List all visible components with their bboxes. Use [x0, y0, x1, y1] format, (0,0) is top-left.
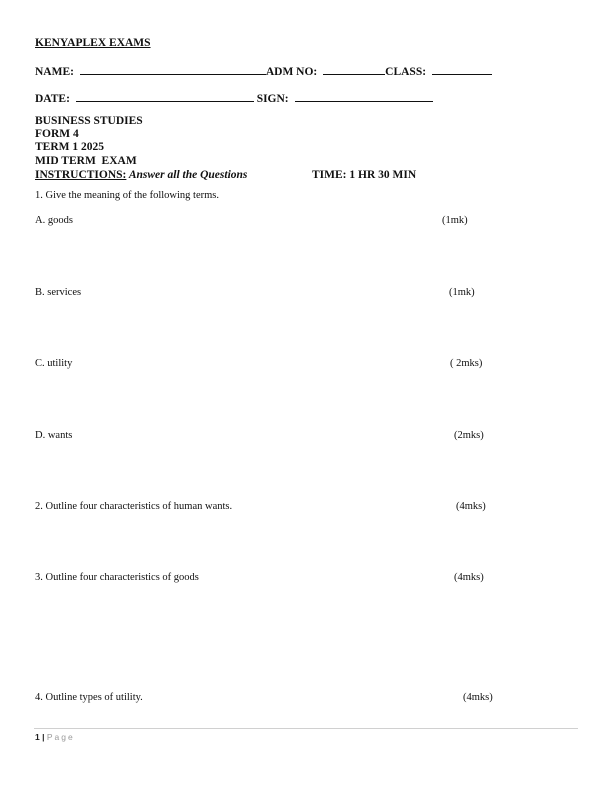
- question-3-marks: (4mks): [454, 572, 484, 583]
- adm-no-label: ADM NO:: [265, 66, 318, 78]
- exam-type: MID TERM EXAM: [35, 155, 137, 167]
- sign-label: SIGN:: [256, 93, 289, 105]
- question-2-text: 2. Outline four characteristics of human wants.: [35, 501, 233, 512]
- class-label: CLASS:: [385, 66, 427, 78]
- name-field-row: [35, 65, 492, 79]
- question-1c-text: C. utility: [35, 358, 73, 369]
- question-1c-marks: ( 2mks): [450, 358, 483, 369]
- question-1d-marks: (2mks): [454, 430, 484, 441]
- question-1b-marks: (1mk): [449, 287, 475, 298]
- class-field[interactable]: [432, 65, 492, 75]
- name-field[interactable]: [80, 65, 266, 75]
- page-footer: [35, 733, 75, 742]
- name-label: NAME:: [35, 66, 74, 78]
- question-1-text: 1. Give the meaning of the following terms.: [35, 190, 220, 201]
- question-3-text: 3. Outline four characteristics of goods: [35, 572, 199, 583]
- question-2-marks: (4mks): [456, 501, 486, 512]
- instructions-line: [35, 170, 247, 182]
- question-1a-marks: (1mk): [442, 215, 468, 226]
- instructions-label: INSTRUCTIONS:: [35, 169, 127, 181]
- form-level: FORM 4: [35, 128, 79, 140]
- date-label: DATE:: [35, 93, 70, 105]
- sign-field[interactable]: [295, 92, 433, 102]
- date-field[interactable]: [76, 92, 254, 102]
- instructions-text: Answer all the Questions: [126, 169, 248, 181]
- question-4-text: 4. Outline types of utility.: [35, 692, 143, 703]
- subject-title: BUSINESS STUDIES: [35, 115, 143, 127]
- page-label: Page: [46, 732, 75, 742]
- question-4-marks: (4mks): [463, 692, 493, 703]
- footer-divider: [34, 728, 578, 729]
- adm-no-field[interactable]: [323, 65, 385, 75]
- question-1d-text: D. wants: [35, 430, 73, 441]
- page-separator: |: [39, 732, 47, 742]
- exam-duration: TIME: 1 HR 30 MIN: [312, 169, 417, 181]
- page-number: 1: [35, 732, 40, 742]
- term-year: TERM 1 2025: [35, 141, 104, 153]
- exam-provider-title: KENYAPLEX EXAMS: [35, 37, 151, 49]
- question-1a-text: A. goods: [35, 215, 73, 226]
- question-1b-text: B. services: [35, 287, 82, 298]
- date-field-row: [35, 92, 433, 106]
